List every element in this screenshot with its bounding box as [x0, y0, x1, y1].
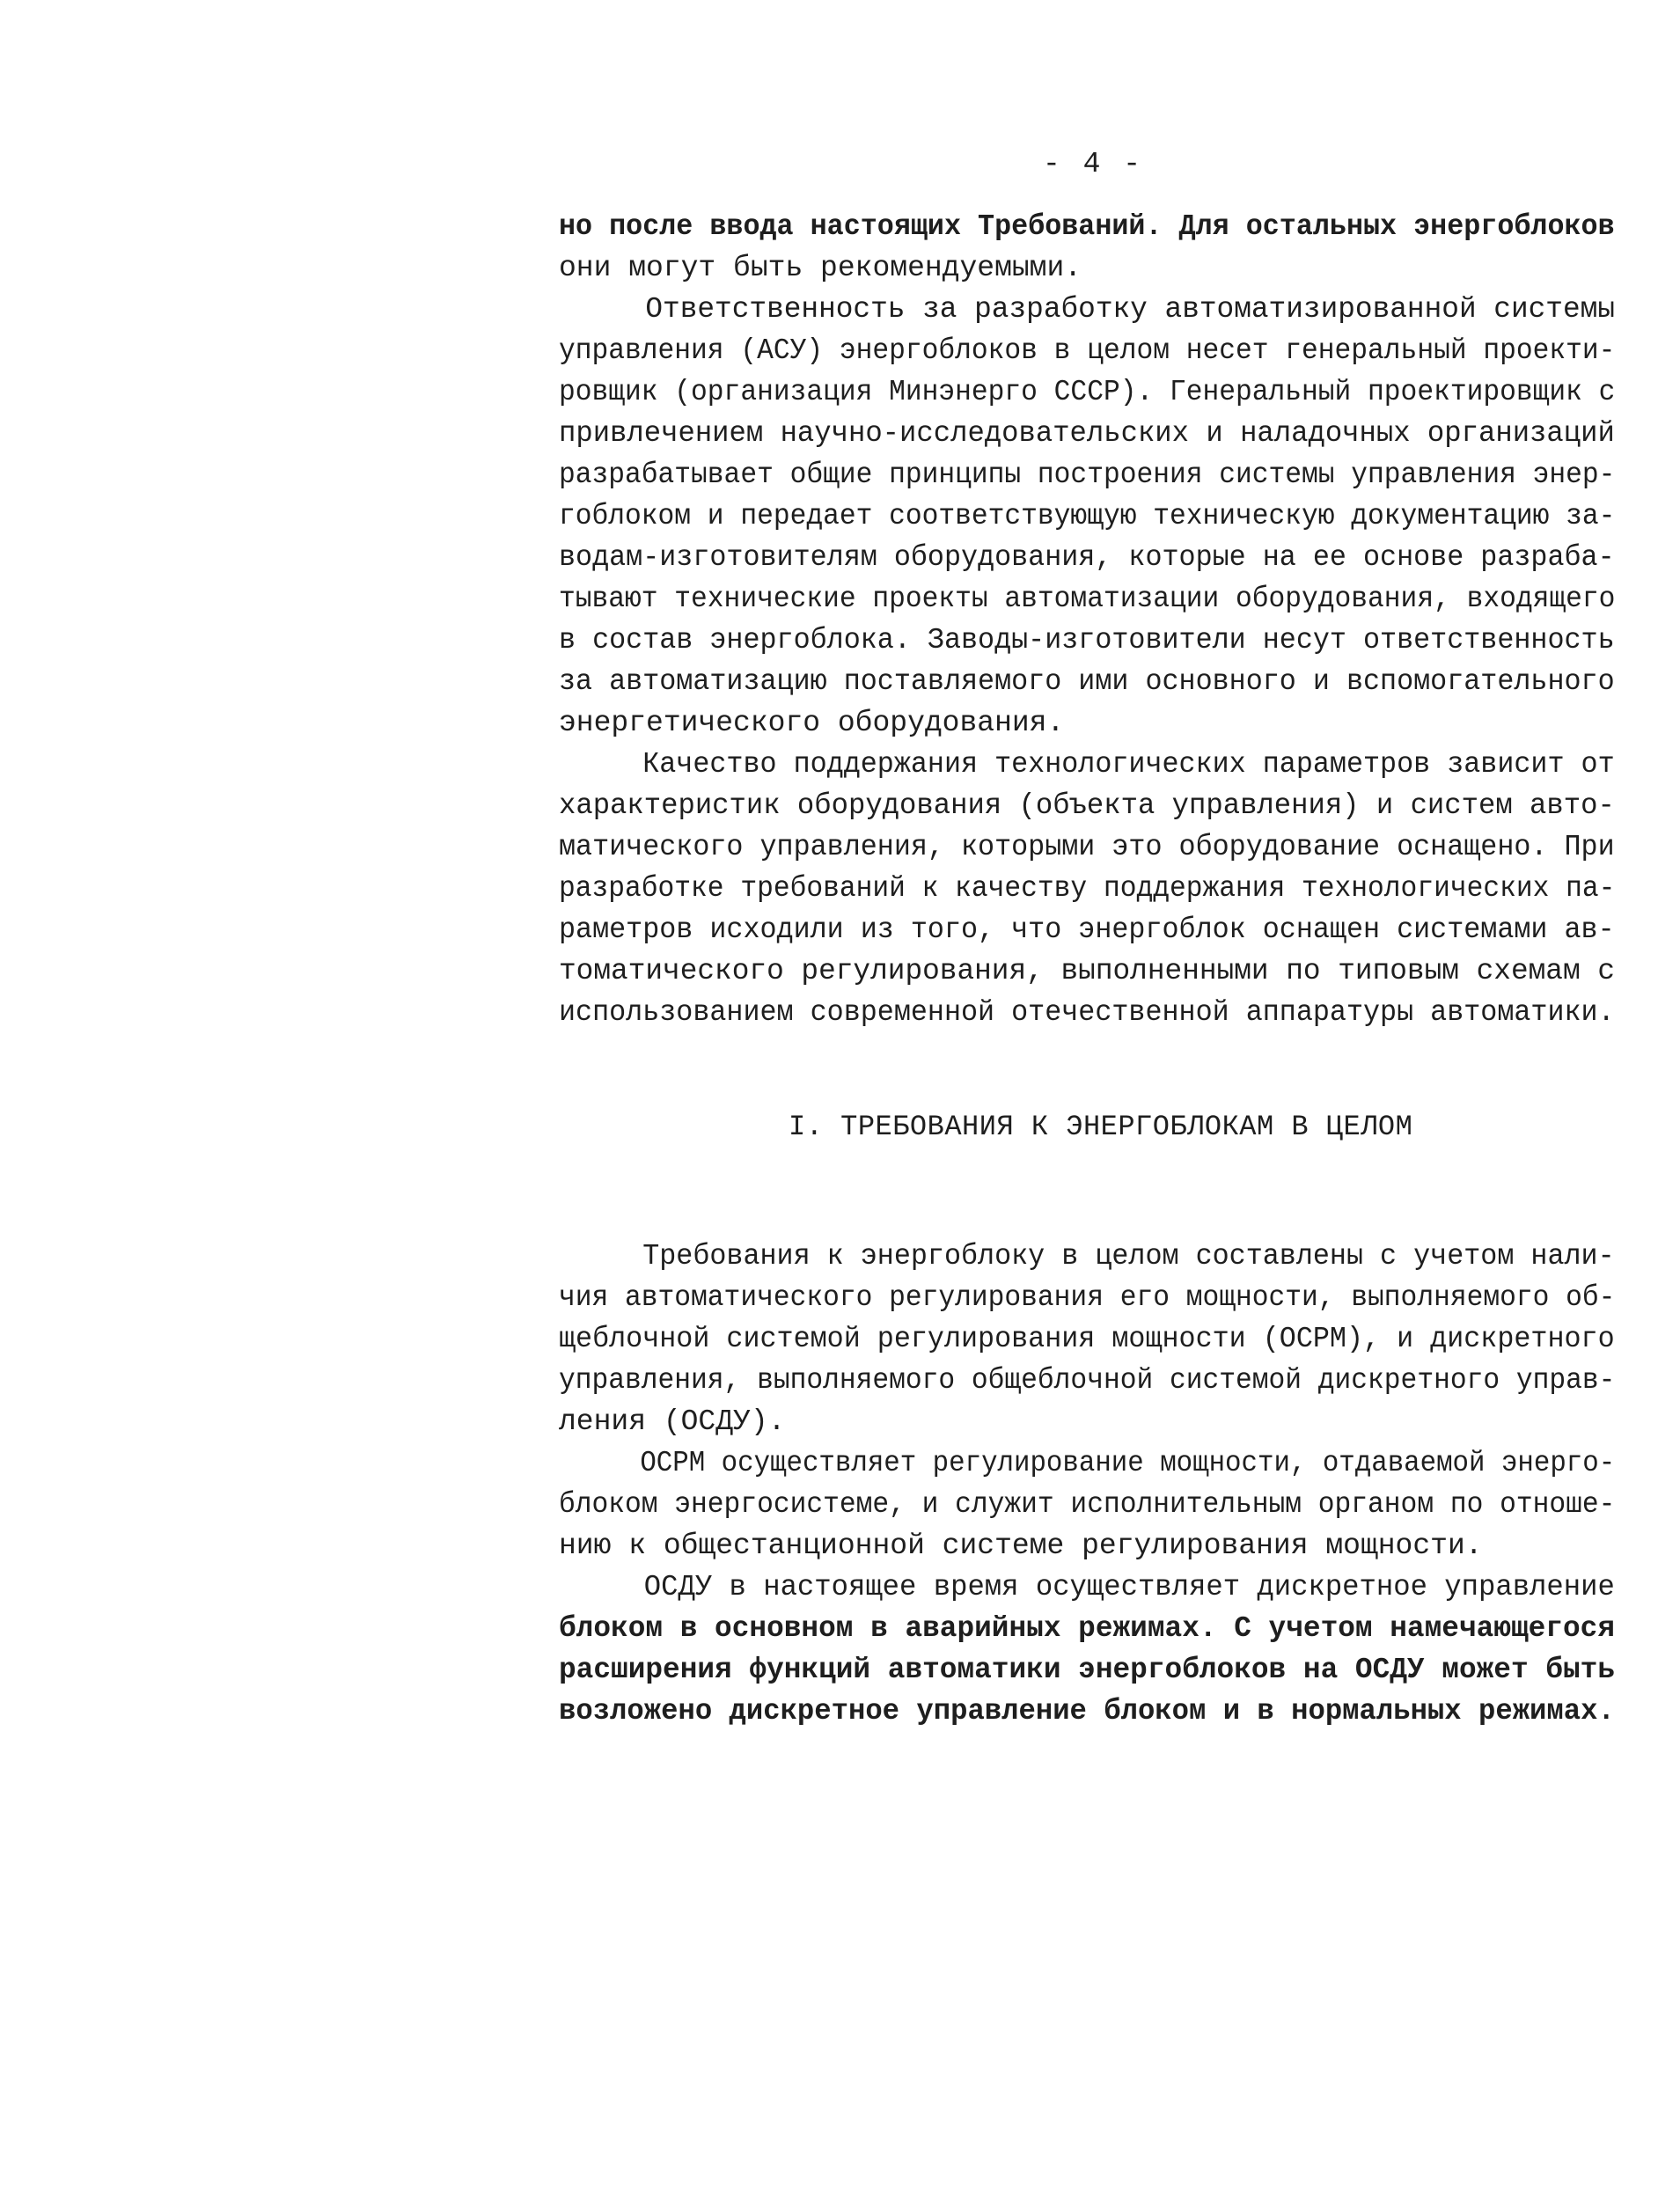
text-line: управления (АСУ) энергоблоков в целом несет генеральный проекти- [559, 334, 1616, 367]
text-line: управления, выполняемого общеблочной системой дискретного управ- [559, 1364, 1616, 1397]
text-line: тывают технические проекты автоматизации оборудования, входящего [559, 583, 1616, 615]
text-line: водам-изготовителям оборудования, которые на ее основе разраба- [559, 541, 1615, 574]
text-line: чия автоматического регулирования его мощности, выполняемого об- [559, 1281, 1616, 1314]
text-line: ления (ОСДУ). [559, 1405, 786, 1438]
text-line: блоком энергосистеме, и служит исполнительным органом по отноше- [559, 1488, 1616, 1521]
text-line: томатического регулирования, выполненными по типовым схемам с [559, 955, 1615, 987]
text-line: но после ввода настоящих Требований. Для остальных энергоблоков [559, 210, 1615, 243]
text-line: использованием современной отечественной аппаратуры автоматики. [559, 996, 1615, 1029]
text-line: привлечением научно-исследовательских и наладочных организаций [559, 417, 1615, 450]
text-line: возложено дискретное управление блоком и в нормальных режимах. [559, 1695, 1615, 1728]
text-line: они могут быть рекомендуемыми. [559, 252, 1082, 284]
text-line: гоблоком и передает соответствующую техническую документацию за- [559, 500, 1616, 532]
text-line: Ответственность за разработку автоматизированной системы [559, 293, 1615, 326]
text-line: разрабатывает общие принципы построения системы управления энер- [559, 459, 1616, 491]
text-line: за автоматизацию поставляемого ими основного и вспомогательного [559, 665, 1615, 698]
text-line: матического управления, которыми это оборудование оснащено. При [559, 831, 1615, 863]
text-line: ОСРМ осуществляет регулирование мощности, отдаваемой энерго- [559, 1447, 1616, 1479]
text-line: ровщик (организация Минэнерго СССР). Генеральный проектировщик с [559, 376, 1616, 408]
text-line: в состав энергоблока. Заводы-изготовители несут ответственность [559, 624, 1615, 657]
text-line: Требования к энергоблоку в целом составлены с учетом нали- [559, 1240, 1615, 1273]
text-line: блоком в основном в аварийных режимах. С учетом намечающегося [559, 1612, 1615, 1645]
text-line: Качество поддержания технологических параметров зависит от [559, 748, 1615, 781]
text-line: раметров исходили из того, что энергоблок оснащен системами ав- [559, 913, 1615, 946]
text-line: расширения функций автоматики энергоблоков на ОСДУ может быть [559, 1654, 1615, 1686]
text-line: разработке требований к качеству поддержания технологических па- [559, 872, 1616, 905]
text-line: характеристик оборудования (объекта управления) и систем авто- [559, 789, 1615, 822]
section-heading: I. ТРЕБОВАНИЯ К ЭНЕРГОБЛОКАМ В ЦЕЛОМ [789, 1111, 1413, 1143]
text-line: ОСДУ в настоящее время осуществляет дискретное управление [559, 1571, 1615, 1603]
text-line: энергетического оборудования. [559, 707, 1065, 739]
page-number: - 4 - [1043, 148, 1144, 180]
text-line: нию к общестанционной системе регулирования мощности. [559, 1530, 1483, 1562]
text-line: щеблочной системой регулирования мощности (ОСРМ), и дискретного [559, 1323, 1615, 1355]
